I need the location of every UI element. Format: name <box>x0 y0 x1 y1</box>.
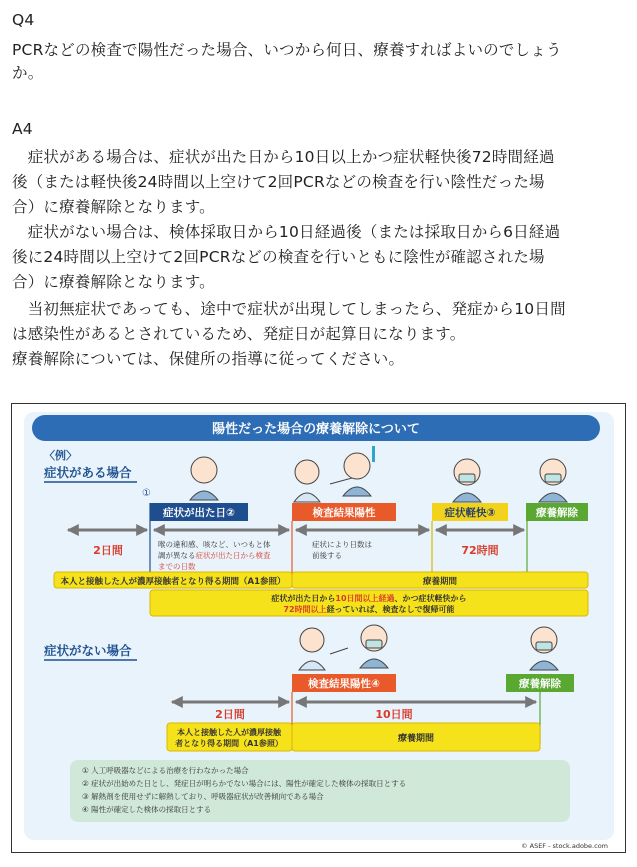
condition-part: 10日間以上経過 <box>335 594 395 603</box>
answer-line: 後（または軽快後24時間以上空けて2回PCRなどの検査を行い陰性だった場 <box>12 173 545 191</box>
recuperation-label: 療養期間 <box>422 577 458 587</box>
infographic-title: 陽性だった場合の療養解除について <box>212 422 420 437</box>
condition-part: 症状が出た日から <box>271 594 336 603</box>
onset-note-line2b: 症状が出た日から検査 <box>195 551 271 560</box>
question-text: PCRなどの検査で陽性だった場合、いつから何日、療養すればよいのでしょう <box>12 41 562 59</box>
two-days-label: 2日間 <box>93 544 123 557</box>
image-credit: © ASEF - stock.adobe.com <box>521 842 608 850</box>
answer-line: 合）に療養解除となります。 <box>12 273 215 291</box>
asym-recuperation-label: 療養期間 <box>397 734 435 744</box>
footnote-3: ③ 解熱剤を使用せずに解熱しており、呼吸器症状が改善傾向である場合 <box>82 792 324 801</box>
answer-line: 合）に療養解除となります。 <box>12 198 215 216</box>
condition-part: 経っていれば、検査なしで復帰可能 <box>326 605 455 614</box>
footnote-1: ① 人工呼吸器などによる治療を行わなかった場合 <box>82 766 249 775</box>
question-text-cont: か。 <box>12 64 44 82</box>
varies-line1: 症状により日数は <box>312 540 372 549</box>
asymptomatic-heading: 症状がない場合 <box>44 643 132 658</box>
answer-line: 症状がある場合は、症状が出た日から10日以上かつ症状軽快後72時間経過 <box>12 148 555 166</box>
condition-part: 72時間以上 <box>283 605 327 614</box>
condition-line1 <box>270 593 466 603</box>
footnote-circle-1: ① <box>142 488 151 499</box>
asym-ten-days-label: 10日間 <box>375 708 413 721</box>
asym-release-label: 療養解除 <box>519 678 561 690</box>
symptom-relief-label: 症状軽快③ <box>444 507 496 519</box>
answer-line: 後に24時間以上空けて2回PCRなどの検査を行いともに陰性が確認された場 <box>12 248 545 266</box>
onset-day-label: 症状が出た日② <box>163 507 235 519</box>
hours-72-label: 72時間 <box>461 544 499 557</box>
answer-line: 当初無症状であっても、途中で症状が出現してしまったら、発症から10日間 <box>12 300 566 318</box>
footnote-4: ④ 陽性が確定した検体の採取日とする <box>82 805 212 814</box>
asym-contact-line1: 本人と接触した人が濃厚接触 <box>177 728 281 737</box>
asym-test-label: 検査結果陽性④ <box>308 678 380 690</box>
example-label: 〈例〉 <box>44 449 77 462</box>
infographic <box>11 403 626 853</box>
asym-contact-line2: 者となり得る期間（A1参照） <box>175 739 283 748</box>
onset-note-line3: までの日数 <box>158 562 196 571</box>
test-positive-label: 検査結果陽性 <box>312 507 376 519</box>
answer-line: 療養解除については、保健所の指導に従ってください。 <box>12 350 405 368</box>
condition-part: 、かつ症状軽快から <box>394 594 467 603</box>
onset-note-line2 <box>158 550 271 560</box>
answer-line: は感染性があるとされているため、発症日が起算日になります。 <box>12 325 466 343</box>
symptomatic-heading: 症状がある場合 <box>44 465 132 480</box>
footnote-2: ② 症状が出始めた日とし、発症日が明らかでない場合には、陽性が確定した検体の採取日とする <box>82 779 407 788</box>
varies-line2: 前後する <box>312 551 342 560</box>
onset-note-line2a: 調が異なる <box>158 551 196 560</box>
answer-line: 症状がない場合は、検体採取日から10日経過後（または採取日から6日経過 <box>12 223 561 241</box>
release-label: 療養解除 <box>536 507 578 519</box>
condition-line2 <box>283 604 454 614</box>
onset-note-line1: 喉の違和感、咳など、いつもと体 <box>158 540 271 549</box>
question-label: Q4 <box>12 11 35 29</box>
contact-period-label: 本人と接触した人が濃厚接触者となり得る期間（A1参照） <box>60 577 286 587</box>
answer-label: A4 <box>12 120 33 138</box>
asym-two-days-label: 2日間 <box>215 708 245 721</box>
